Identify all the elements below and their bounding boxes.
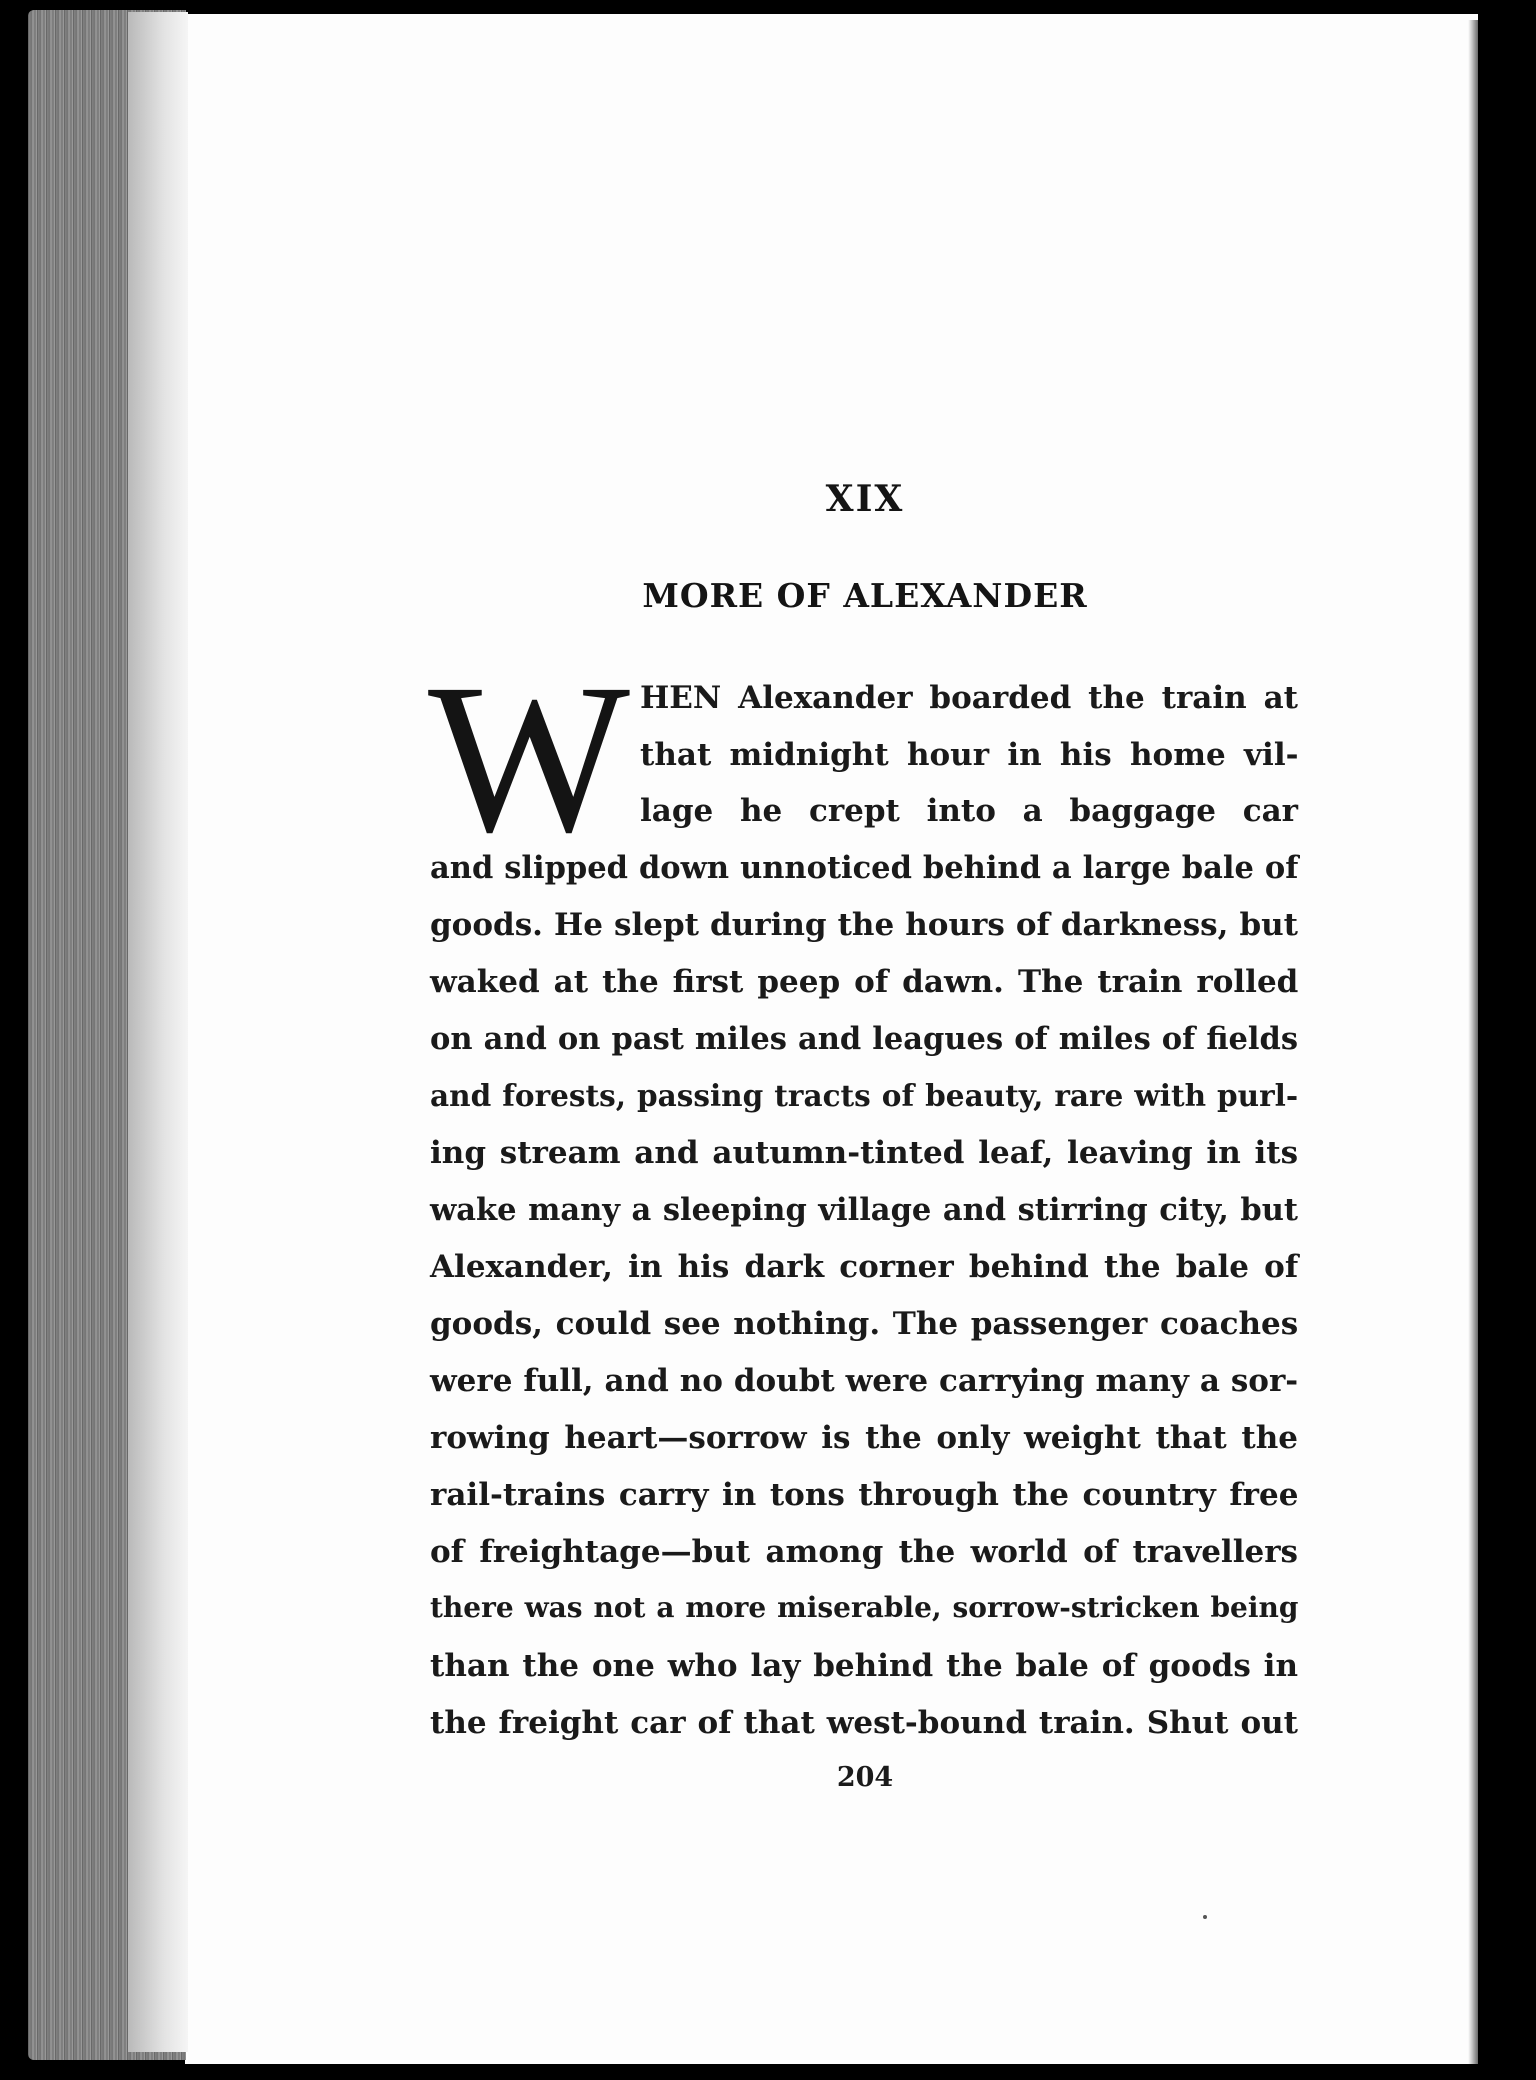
text-line: and forests, passing tracts of beauty, rare with purl- (430, 1078, 1299, 1113)
text-line: lage he crept into a baggage car (640, 793, 1298, 829)
page-number: 204 (836, 1762, 894, 1793)
text-line: ing stream and autumn-tinted leaf, leaving in its (430, 1135, 1299, 1171)
text-line: Alexander, in his dark corner behind the bale of (430, 1249, 1299, 1285)
text-line: than the one who lay behind the bale of goods in (430, 1648, 1298, 1684)
text-line: there was not a more miserable, sorrow-stricken being (430, 1591, 1299, 1624)
chapter-title: MORE OF ALEXANDER (642, 576, 1088, 615)
chapter-number: XIX (825, 478, 905, 520)
scan-border-bottom (0, 2064, 1536, 2080)
scan-border-right (1478, 0, 1536, 2080)
text-line: of freightage—but among the world of travellers (430, 1534, 1298, 1570)
text-line: that midnight hour in his home vil- (640, 737, 1299, 773)
text-line: goods. He slept during the hours of darkness, but (430, 907, 1298, 943)
text-line: waked at the first peep of dawn. The train rolled (430, 964, 1299, 1000)
page-stack-highlight (128, 12, 188, 2052)
text-line: the freight car of that west-bound train. Shut out (430, 1705, 1298, 1741)
text-line: were full, and no doubt were carrying many a sor- (430, 1363, 1299, 1399)
text-line: wake many a sleeping village and stirring city, but (430, 1192, 1298, 1228)
text-line: on and on past miles and leagues of miles of fields (430, 1021, 1298, 1057)
text-line: rowing heart—sorrow is the only weight that the (430, 1420, 1298, 1456)
scan-speck (1203, 1915, 1207, 1919)
text-line: HEN Alexander boarded the train at (640, 680, 1298, 716)
text-line: and slipped down unnoticed behind a large bale of (430, 850, 1299, 886)
text-line: goods, could see nothing. The passenger coaches (430, 1306, 1299, 1342)
scan-border-top (0, 0, 1536, 14)
drop-cap: W (428, 640, 630, 877)
facing-page-edge (1468, 20, 1478, 2065)
text-line: rail-trains carry in tons through the country free (430, 1477, 1299, 1513)
